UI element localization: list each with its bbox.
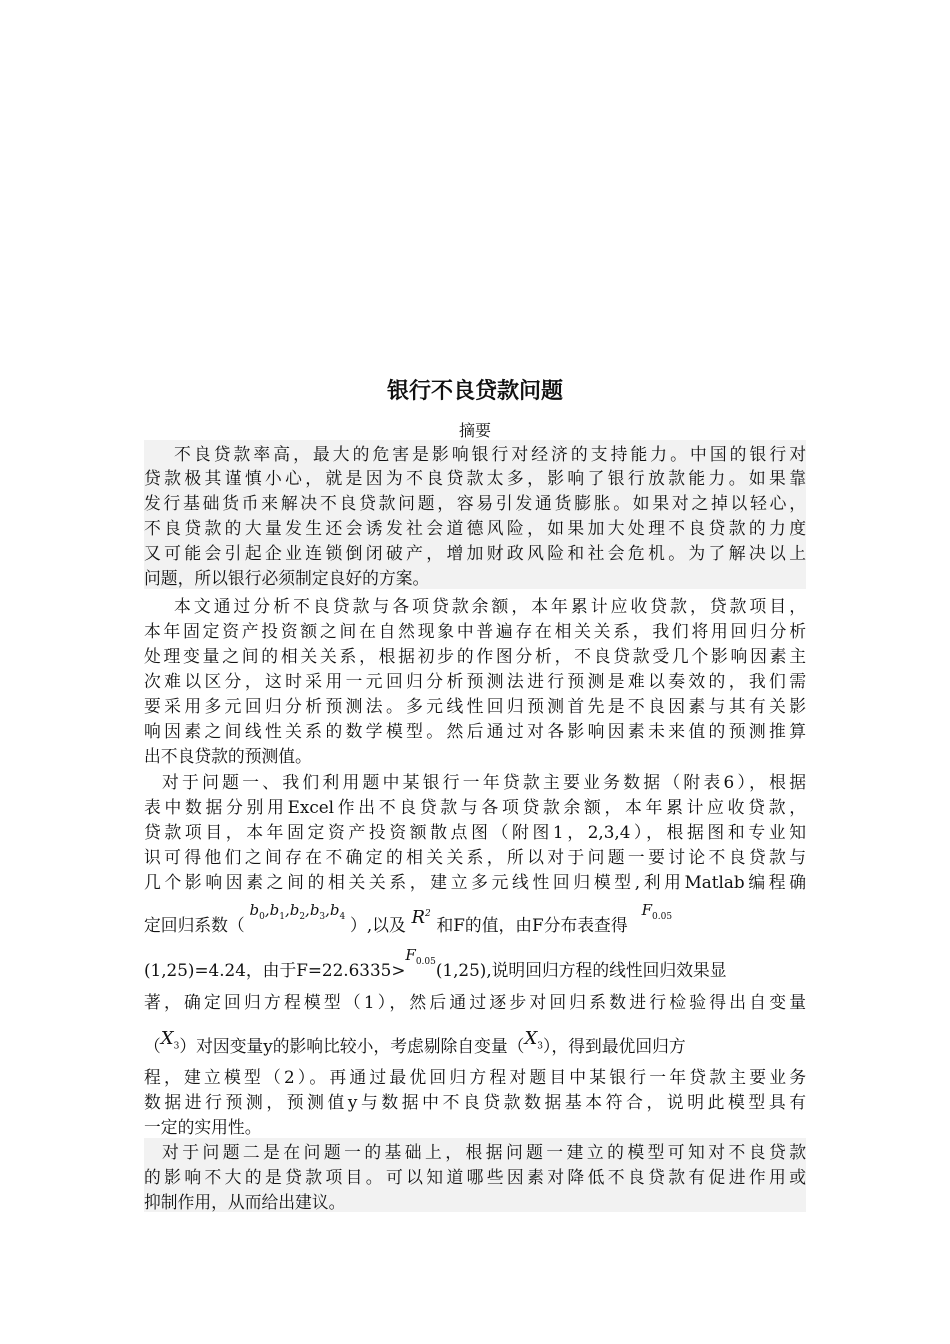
paragraph-3-line: 贷款项目，本年固定资产投资额散点图（附图1，2,3,4），根据图和专业知 [144, 822, 806, 842]
paragraph-3-line: 数据进行预测，预测值y与数据中不良贷款数据基本符合，说明此模型具有 [144, 1092, 806, 1112]
text-segment: 定回归系数（ [144, 915, 245, 935]
paragraph-4-line: 对于问题二是在问题一的基础上，根据问题一建立的模型可知对不良贷款 [162, 1142, 806, 1162]
x-subscript: 3 [173, 1041, 180, 1052]
x3-symbol [160, 1028, 180, 1052]
coefficients-text: $b_0,b_1,b_2,b_3,b_4$ [249, 901, 346, 922]
paragraph-2-line: 处理变量之间的相关关系，根据初步的作图分析，不良贷款受几个影响因素主 [144, 646, 806, 666]
f-subscript: 0.05 [415, 957, 436, 967]
x-subscript: 3 [537, 1041, 544, 1052]
paragraph-3-formula-line [144, 901, 806, 945]
f-symbol: F [405, 946, 416, 964]
paragraph-1-line: 问题，所以银行必须制定良好的方案。 [144, 568, 430, 588]
text-segment: (1,25)=4.24，由于F=22.6335> [144, 960, 406, 980]
text-segment: ），得到最优回归方 [543, 1036, 686, 1056]
text-segment: （ [144, 1036, 161, 1056]
text-segment: ）对因变量y的影响比较小，考虑剔除自变量（ [179, 1036, 525, 1056]
r-symbol: R [411, 907, 426, 928]
paragraph-3-line: 识可得他们之间存在不确定的相关关系，所以对于问题一要讨论不良贷款与 [144, 847, 806, 867]
paragraph-1-line: 又可能会引起企业连锁倒闭破产，增加财政风险和社会危机。为了解决以上 [144, 543, 806, 563]
paragraph-2-line: 出不良贷款的预测值。 [144, 746, 312, 766]
paragraph-3-formula-line [144, 1028, 806, 1067]
f-subscript: 0.05 [652, 912, 673, 922]
abstract-heading: 摘要 [458, 421, 491, 440]
paragraph-3-line: 表中数据分别用Excel作出不良贷款与各项贷款余额，本年累计应收贷款， [144, 797, 806, 817]
x3-symbol [524, 1028, 544, 1052]
f-critical-symbol [641, 901, 673, 922]
f-critical-symbol [405, 946, 436, 967]
paragraph-4-line: 抑制作用，从而给出建议。 [144, 1192, 346, 1212]
paragraph-4-line: 的影响不大的是贷款项目。可以知道哪些因素对降低不良贷款有促进作用或 [144, 1167, 806, 1187]
paragraph-1-line: 不良贷款的大量发生还会诱发社会道德风险，如果加大处理不良贷款的力度 [144, 518, 806, 538]
paragraph-3-formula-line [144, 946, 806, 990]
text-segment: ）,以及 [350, 915, 406, 935]
paragraph-3-line: 几个影响因素之间的相关关系，建立多元线性回归模型,利用Matlab编程确 [144, 872, 806, 892]
paragraph-2-line: 本文通过分析不良贷款与各项贷款余额，本年累计应收贷款，贷款项目， [174, 596, 806, 616]
f-symbol: F [641, 901, 653, 919]
text-segment: 和F的值，由F分布表查得 [436, 915, 628, 935]
document-title: 银行不良贷款问题 [386, 379, 563, 404]
paragraph-2-line: 响因素之间线性关系的数学模型。然后通过对各影响因素未来值的预测推算 [144, 721, 806, 741]
paragraph-1-line: 贷款极其谨慎小心，就是因为不良贷款太多，影响了银行放款能力。如果靠 [144, 468, 806, 488]
paragraph-2-line: 本年固定资产投资额之间在自然现象中普遍存在相关关系，我们将用回归分析 [144, 621, 806, 641]
paragraph-2-line: 要采用多元回归分析预测法。多元线性回归预测首先是不良因素与其有关影 [144, 696, 806, 716]
paragraph-3-line: 对于问题一、我们利用题中某银行一年贷款主要业务数据（附表6），根据 [162, 772, 806, 792]
x-symbol: X [524, 1028, 538, 1049]
paragraph-1-line: 不良贷款率高，最大的危害是影响银行对经济的支持能力。中国的银行对 [174, 444, 806, 464]
paragraph-3-line: 著，确定回归方程模型（1），然后通过逐步对回归系数进行检验得出自变量 [144, 992, 806, 1012]
paragraph-2-line: 次难以区分，这时采用一元回归分析预测法进行预测是难以奏效的，我们需 [144, 671, 806, 691]
x-symbol: X [160, 1028, 174, 1049]
regression-coefficients-formula [245, 901, 350, 922]
text-segment: (1,25),说明回归方程的线性回归效果显 [435, 960, 727, 980]
paragraph-1-line: 发行基础货币来解决不良贷款问题，容易引发通货膨胀。如果对之掉以轻心， [144, 493, 806, 513]
paragraph-3-line: 一定的实用性。 [144, 1117, 262, 1137]
r-squared-symbol: $R^2$ [411, 907, 431, 928]
paragraph-3-line: 程，建立模型（2）。再通过最优回归方程对题目中某银行一年贷款主要业务 [144, 1067, 806, 1087]
